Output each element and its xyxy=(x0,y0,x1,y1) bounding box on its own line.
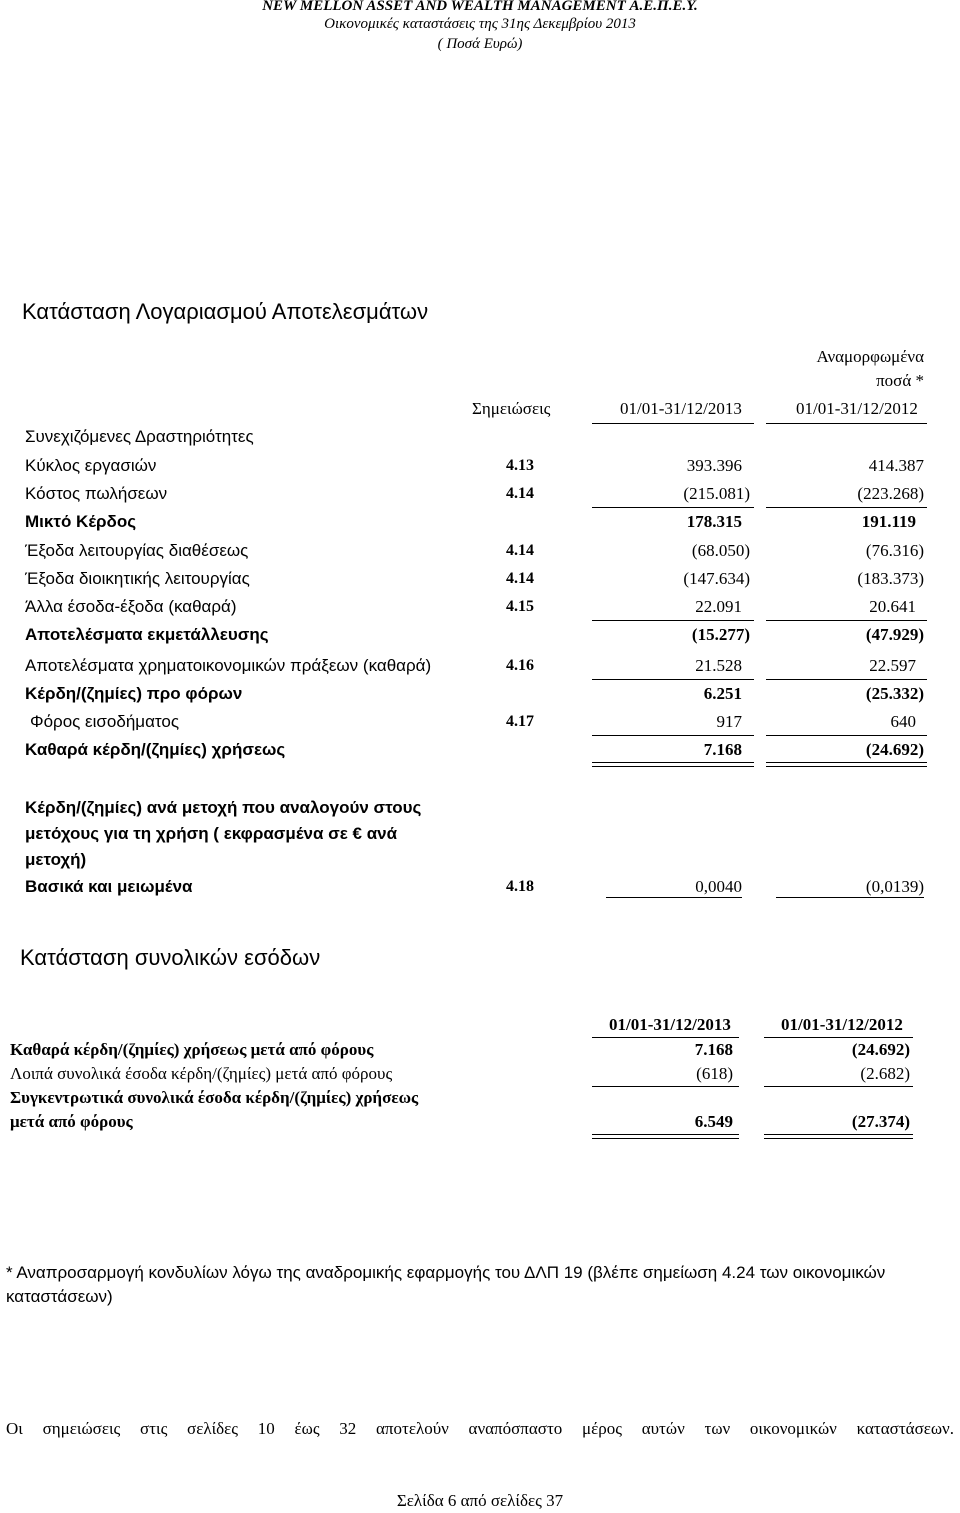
ci-subtotal-line-2013 xyxy=(592,1086,739,1087)
header-underline-2013 xyxy=(592,423,754,424)
ci-column-header-2013: 01/01-31/12/2013 xyxy=(609,1015,731,1034)
eps-heading-line3: μετοχή) xyxy=(25,850,87,869)
header-underline-2012 xyxy=(766,423,927,424)
ci-header-underline-2013 xyxy=(592,1037,739,1038)
row-value-2012: 20.641 xyxy=(869,597,916,616)
row-value-2013: 917 xyxy=(716,712,742,731)
eps-heading-line1: Κέρδη/(ζημίες) ανά μετοχή που αναλογούν στους xyxy=(25,798,422,817)
row-label: Έξοδα λειτουργίας διαθέσεως xyxy=(25,541,249,560)
row-value-2012: 191.119 xyxy=(861,512,916,531)
ci-total-value-2012: (27.374) xyxy=(851,1112,910,1131)
row-value-2013: (68.050) xyxy=(691,541,750,560)
ci-total-label-line2: μετά από φόρους xyxy=(10,1112,133,1131)
page-number: Σελίδα 6 από σελίδες 37 xyxy=(396,1491,564,1510)
row-value-2013: 178.315 xyxy=(686,512,742,531)
row-value-2012: (76.316) xyxy=(865,541,924,560)
notes-column-header: Σημειώσεις xyxy=(472,399,551,418)
row-note: 4.14 xyxy=(506,485,534,502)
ci-row-label: Λοιπά συνολικά έσοδα κέρδη/(ζημίες) μετά από φόρους xyxy=(10,1064,393,1083)
row-value-2012: 22.597 xyxy=(869,656,916,675)
row-note: 4.15 xyxy=(506,598,534,615)
eps-heading-line2: μετόχους για τη χρήση ( εκφρασμένα σε € ανά xyxy=(25,824,398,843)
ci-total-double-line-2013 xyxy=(592,1134,739,1139)
row-value-2013: 21.528 xyxy=(695,656,742,675)
ci-total-label-line1: Συγκεντρωτικά συνολικά έσοδα κέρδη/(ζημίες) χρήσεως xyxy=(10,1088,419,1107)
eps-note: 4.18 xyxy=(506,878,534,895)
column-header-2013: 01/01-31/12/2013 xyxy=(620,399,742,418)
row-value-2013: 393.396 xyxy=(686,456,742,475)
row-note: 4.14 xyxy=(506,570,534,587)
restatement-footnote-line1: * Αναπροσαρμογή κονδυλίων λόγω της αναδρομικής εφαρμογής του ΔΛΠ 19 (βλέπε σημείωση 4.24 των οικονομικών xyxy=(6,1263,886,1282)
ci-subtotal-line-2012 xyxy=(764,1086,913,1087)
row-label: Κύκλος εργασιών xyxy=(25,456,157,475)
subtotal-line-2012 xyxy=(766,679,927,680)
restatement-footnote-line2: καταστάσεων) xyxy=(6,1287,113,1306)
row-label: Έξοδα διοικητικής λειτουργίας xyxy=(25,569,250,588)
total-double-line-2012 xyxy=(766,762,927,767)
company-name: NEW MELLON ASSET AND WEALTH MANAGEMENT Α.Ε.Π.Ε.Υ. xyxy=(262,0,698,14)
ci-row-value-2012: (2.682) xyxy=(860,1064,910,1083)
ci-row-label: Καθαρά κέρδη/(ζημίες) χρήσεως μετά από φόρους xyxy=(10,1040,374,1059)
comprehensive-income-title: Κατάσταση συνολικών εσόδων xyxy=(20,945,321,970)
currency-note: ( Ποσά Ευρώ) xyxy=(437,36,523,52)
row-value-2012: (223.268) xyxy=(857,484,924,503)
restated-label-line1: Αναμορφωμένα xyxy=(816,347,924,366)
eps-label: Βασικά και μειωμένα xyxy=(25,877,193,896)
row-value-2012: 640 xyxy=(890,712,916,731)
row-value-2013: (147.634) xyxy=(683,569,750,588)
ci-total-value-2013: 6.549 xyxy=(694,1112,733,1131)
section-continuing-operations: Συνεχιζόμενες Δραστηριότητες xyxy=(25,427,254,446)
subtotal-line-2013 xyxy=(592,620,754,621)
eps-underline-2012 xyxy=(776,897,924,898)
ci-row-value-2012: (24.692) xyxy=(851,1040,910,1059)
column-header-2012: 01/01-31/12/2012 xyxy=(796,399,918,418)
row-value-2012: (183.373) xyxy=(857,569,924,588)
restated-label-line2: ποσά * xyxy=(876,371,924,390)
row-value-2013: 22.091 xyxy=(695,597,742,616)
eps-value-2013: 0,0040 xyxy=(695,877,742,896)
row-note: 4.16 xyxy=(506,657,534,674)
row-label: Καθαρά κέρδη/(ζημίες) χρήσεως xyxy=(25,740,286,759)
subtotal-line-2013 xyxy=(592,735,754,736)
row-label: Άλλα έσοδα-έξοδα (καθαρά) xyxy=(25,597,237,616)
eps-underline-2013 xyxy=(606,897,742,898)
eps-value-2012: (0,0139) xyxy=(865,877,924,896)
subtotal-line-2013 xyxy=(592,507,754,508)
row-value-2013: 6.251 xyxy=(703,684,742,703)
subtotal-line-2013 xyxy=(592,679,754,680)
row-value-2013: (15.277) xyxy=(691,625,750,644)
row-label: Φόρος εισοδήματος xyxy=(30,712,180,731)
row-note: 4.17 xyxy=(506,713,534,730)
income-statement-title: Κατάσταση Λογαριασμού Αποτελεσμάτων xyxy=(22,299,429,324)
row-label: Αποτελέσματα χρηματοικονομικών πράξεων (καθαρά) xyxy=(25,656,432,675)
row-label: Αποτελέσματα εκμετάλλευσης xyxy=(25,625,269,644)
row-value-2013: (215.081) xyxy=(683,484,750,503)
ci-header-underline-2012 xyxy=(764,1037,913,1038)
statements-subtitle: Οικονομικές καταστάσεις της 31ης Δεκεμβρίου 2013 xyxy=(324,16,636,32)
row-label: Κέρδη/(ζημίες) προ φόρων xyxy=(25,684,243,703)
subtotal-line-2012 xyxy=(766,620,927,621)
ci-row-value-2013: 7.168 xyxy=(694,1040,733,1059)
row-value-2012: (24.692) xyxy=(865,740,924,759)
row-note: 4.14 xyxy=(506,542,534,559)
subtotal-line-2012 xyxy=(766,735,927,736)
ci-row-value-2013: (618) xyxy=(696,1064,733,1083)
row-value-2012: (25.332) xyxy=(865,684,924,703)
subtotal-line-2012 xyxy=(766,507,927,508)
ci-total-double-line-2012 xyxy=(764,1134,913,1139)
row-value-2012: 414.387 xyxy=(868,456,924,475)
row-label: Μικτό Κέρδος xyxy=(25,512,137,531)
row-label: Κόστος πωλήσεων xyxy=(25,484,168,503)
row-value-2012: (47.929) xyxy=(865,625,924,644)
row-value-2013: 7.168 xyxy=(703,740,742,759)
notes-integral-statement: Οι σημειώσεις στις σελίδες 10 έως 32 αποτελούν αναπόσπαστο μέρος αυτών των οικονομικών καταστάσεων. xyxy=(6,1419,954,1438)
row-note: 4.13 xyxy=(506,457,534,474)
ci-column-header-2012: 01/01-31/12/2012 xyxy=(781,1015,903,1034)
total-double-line-2013 xyxy=(592,762,754,767)
